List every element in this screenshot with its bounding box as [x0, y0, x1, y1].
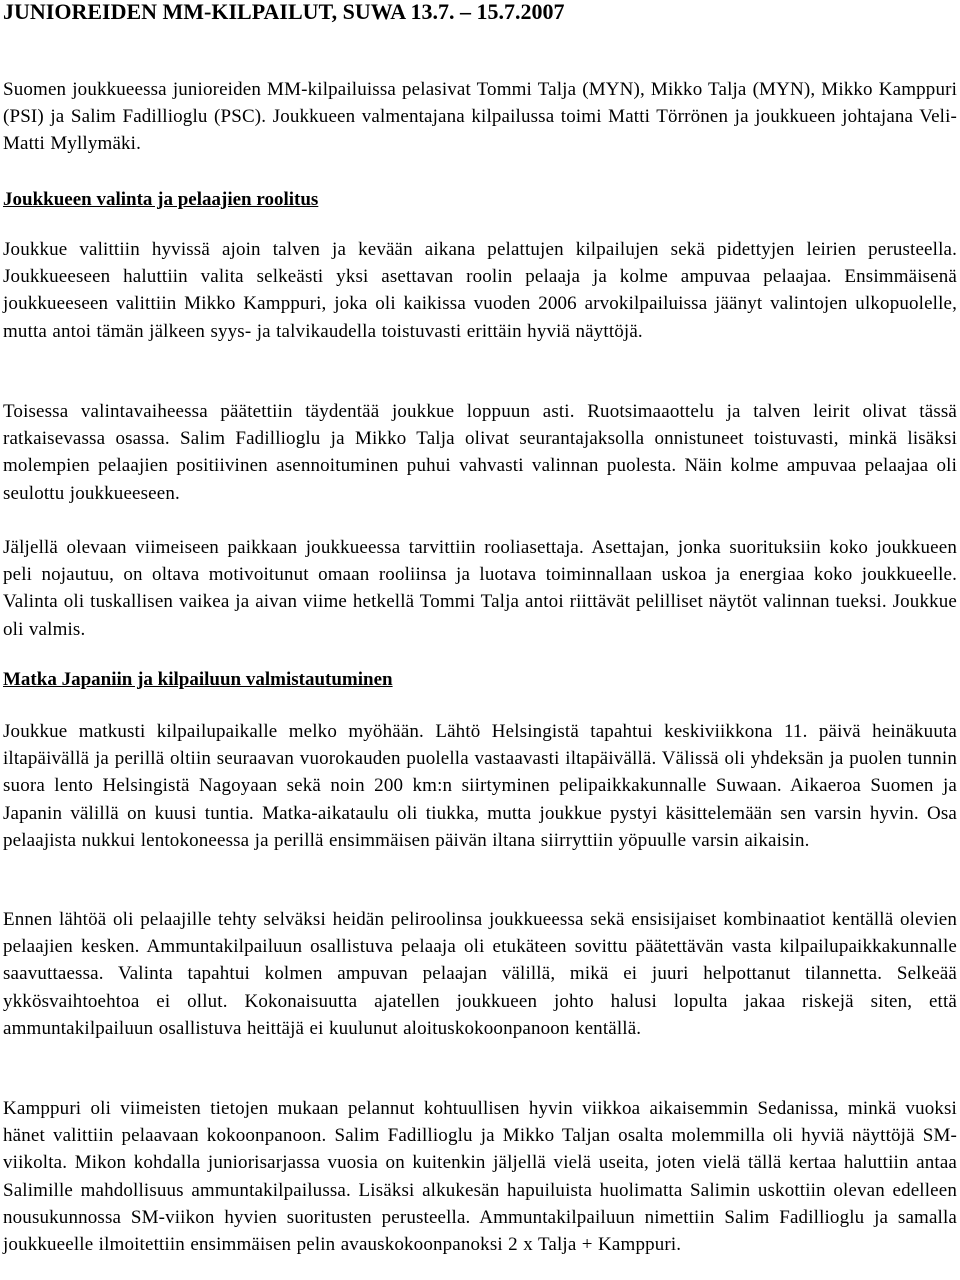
body-paragraph: Jäljellä olevaan viimeiseen paikkaan joukkueessa tarvittiin rooliasettaja. Asettajan, jonka suorituksiin koko joukkueen peli nojautuu, on oltava motivoitunut omaan rooliinsa ja luotava toiminnallaan uskoa ja energiaa koko joukkueelle. Valinta oli tuskallisen vaikea ja aivan viime hetkellä Tommi Talja antoi riittävät pelilliset näytöt valinnan tueksi. Joukkue oli valmis. — [3, 537, 957, 640]
document-title: JUNIOREIDEN MM-KILPAILUT, SUWA 13.7. – 15.7.2007 — [3, 0, 565, 24]
body-paragraph: Kamppuri oli viimeisten tietojen mukaan pelannut kohtuullisen hyvin viikkoa aikaisemmin Sedanissa, minkä vuoksi hänet valittiin pelaavaan kokoonpanoon. Salim Fadillioglu ja Mikko Taljan osalta molemmilla oli hyviä näyttöjä SM-viikolta. Mikon kohdalla juniorisarjassa vuosia on kuitenkin jäljellä vielä useita, joten vielä tällä kertaa haluttiin antaa Salimille mahdollisuus ammuntakilpailussa. Lisäksi alkukesän hapuiluista huolimatta Salimin uskottiin olevan edelleen nousukunnossa SM-viikon hyvien suoritusten perusteella. Ammuntakilpailuun nimettiin Salim Fadillioglu ja samalla joukkueelle ilmoitettiin ensimmäisen pelin avauskokoonpanoksi 2 x Talja + Kamppuri. — [3, 1098, 957, 1256]
body-paragraph: Ennen lähtöä oli pelaajille tehty selväksi heidän peliroolinsa joukkueessa sekä ensisijaiset kombinaatiot kentällä olevien pelaajien kesken. Ammuntakilpailuun osallistuva pelaaja oli etukäteen sovittu päätettävän vasta kilpailupaikkakunnalle saavuttaessa. Valinta tapahtui kolmen ampuvan pelaajan välillä, mikä ei juuri helpottanut tilannetta. Selkeää ykkösvaihtoehtoa ei ollut. Kokonaisuutta ajatellen joukkueen johto halusi lopulta jakaa riskejä siten, että ammuntakilpailuun osallistuva heittäjä ei kuulunut aloituskokoonpanoon kentällä. — [3, 909, 957, 1039]
section-heading-travel-preparation: Matka Japaniin ja kilpailuun valmistautuminen — [3, 669, 393, 690]
body-paragraph: Joukkue valittiin hyvissä ajoin talven ja kevään aikana pelattujen kilpailujen sekä pidettyjen leirien perusteella. Joukkueeseen haluttiin valita selkeästi yksi asettavan roolin pelaaja ja kolme ampuvaa pelaajaa. Ensimmäisenä joukkueeseen valittiin Mikko Kamppuri, joka oli kaikissa vuoden 2006 arvokilpailuissa jäänyt valintojen ulkopuolelle, mutta antoi tämän jälkeen syys- ja talvikaudella toistuvasti erittäin hyviä näyttöjä. — [3, 239, 957, 342]
body-paragraph: Toisessa valintavaiheessa päätettiin täydentää joukkue loppuun asti. Ruotsimaaottelu ja talven leirit olivat tässä ratkaisevassa osassa. Salim Fadillioglu ja Mikko Talja olivat seurantajaksolla onnistuneet toistuvasti, minkä lisäksi molempien pelaajien positiivinen asennoituminen puhui vahvasti valinnan puolesta. Näin kolme ampuvaa pelaajaa oli seulottu joukkueeseen. — [3, 401, 957, 504]
section-heading-team-selection: Joukkueen valinta ja pelaajien roolitus — [3, 189, 319, 210]
intro-paragraph: Suomen joukkueessa junioreiden MM-kilpailuissa pelasivat Tommi Talja (MYN), Mikko Talja (MYN), Mikko Kamppuri (PSI) ja Salim Fadillioglu (PSC). Joukkueen valmentajana kilpailussa toimi Matti Törrönen ja joukkueen johtajana Veli-Matti Myllymäki. — [3, 79, 957, 155]
body-paragraph: Joukkue matkusti kilpailupaikalle melko myöhään. Lähtö Helsingistä tapahtui keskiviikkona 11. päivä heinäkuuta iltapäivällä ja perillä oltiin seuraavan vuorokauden puolella vastaavasti iltapäivällä. Välissä oli yhdeksän ja puolen tunnin suora lento Helsingistä Nagoyaan sekä noin 200 km:n siirtyminen pelipaikkakunnalle Suwaan. Aikaeroa Suomen ja Japanin välillä on kuusi tuntia. Matka-aikataulu oli tiukka, mutta joukkue pystyi käsittelemään sen varsin hyvin. Osa pelaajista nukkui lentokoneessa ja perillä ensimmäisen päivän iltana siirryttiin yöpuulle varsin aikaisin. — [3, 721, 957, 851]
